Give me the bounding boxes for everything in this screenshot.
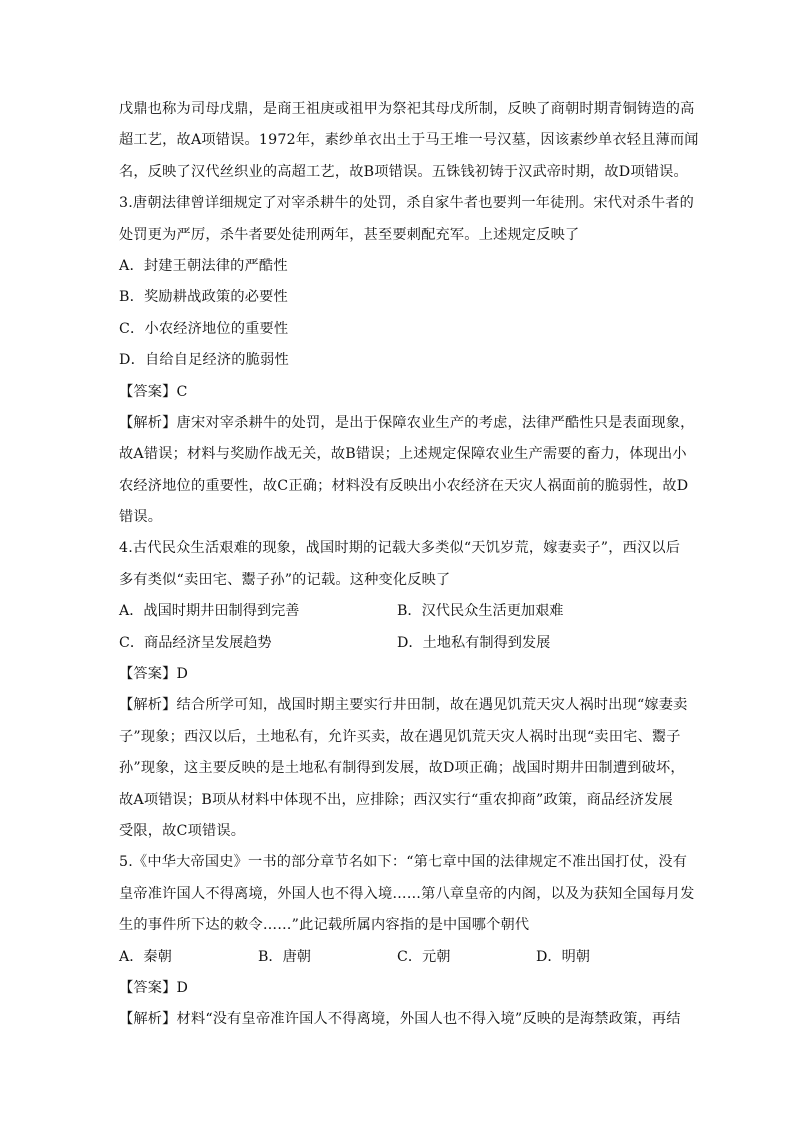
option-a: A．封建王朝法律的严酷性 [119,257,288,274]
question-stem-line: 5.《中华大帝国史》一书的部分章节名如下：“第七章中国的法律规定不准出国打仗，没有 [119,854,688,871]
question-3 [119,188,695,533]
text-line: 超工艺，故A项错误。1972年，素纱单衣出土于马王堆一号汉墓，因该素纱单衣轻且薄而闻 [119,132,699,149]
question-4 [119,533,688,847]
option-d: D．自给自足经济的脆弱性 [119,352,289,369]
option-row [119,596,675,627]
option-b: B．奖励耕战政策的必要性 [119,289,288,306]
text-line: 戊鼎也称为司母戊鼎，是商王祖庚或祖甲为祭祀其母戊所制，反映了商朝时期青铜铸造的高 [119,101,695,117]
analysis-line: 农经济地位的重要性，故C正确；材料没有反映出小农经济在天灾人祸面前的脆弱性，故D [119,477,689,494]
option-a: A．战国时期井田制得到完善 [119,603,300,620]
option-c: C．小农经济地位的重要性 [119,320,289,337]
option-row [119,628,675,659]
answer-line: 【答案】D [119,666,189,683]
question-stem-line: 生的事件所下达的敕令……”此记载所属内容指的是中国哪个朝代 [119,917,530,934]
option-c: C．商品经济呈发展趋势 [119,634,272,651]
analysis-line: 故A项错误；B项从材料中体现不出，应排除；西汉实行“重农抑商”政策，商品经济发展 [119,791,673,808]
analysis-line: 【解析】结合所学可知，战国时期主要实行井田制，故在遇见饥荒天灾人祸时出现“嫁妻卖 [119,697,688,714]
answer-line: 【答案】D [119,979,189,996]
option-d: D．土地私有制得到发展 [397,634,551,651]
option-a: A．秦朝 [119,948,172,965]
option-c: C．元朝 [397,948,451,965]
analysis-line: 孙”现象，这主要反映的是土地私有制得到发展，故D项正确；战国时期井田制遭到破坏， [119,760,685,777]
analysis-line: 受限，故C项错误。 [119,822,246,839]
answer-line: 【答案】C [119,383,188,400]
option-b: B．唐朝 [258,948,311,965]
option-b: B．汉代民众生活更加艰难 [397,603,564,620]
analysis-line: 【解析】唐宋对宰杀耕牛的处罚，是出于保障农业生产的考虑，法律严酷性只是表面现象， [119,414,695,431]
option-d: D．明朝 [536,948,590,965]
analysis-line: 子”现象；西汉以后，土地私有，允许买卖，故在遇见饥荒天灾人祸时出现“卖田宅、鬻子 [119,728,681,745]
question-stem-line: 3.唐朝法律曾详细规定了对宰杀耕牛的处罚，杀自家牛者也要判一年徒刑。宋代对杀牛者的 [119,195,695,212]
document-content [119,94,699,1036]
intro-analysis-continued [119,94,699,188]
option-row [119,942,675,973]
analysis-line: 【解析】材料“没有皇帝准许国人不得离境，外国人也不得入境”反映的是海禁政策，再结 [119,1011,681,1028]
question-stem-line: 处罚更为严厉，杀牛者要处徒刑两年，甚至要刺配充军。上述规定反映了 [119,226,580,243]
analysis-line: 故A错误；材料与奖励作战无关，故B错误；上述规定保障农业生产需要的畜力，体现出小 [119,446,687,463]
text-line: 名，反映了汉代丝织业的高超工艺，故B项错误。五铢钱初铸于汉武帝时期，故D项错误。 [119,163,688,180]
analysis-line: 错误。 [119,509,163,526]
question-5 [119,847,695,1035]
question-stem-line: 皇帝准许国人不得离境，外国人也不得入境……第八章皇帝的内阁，以及为获知全国每月发 [119,885,695,902]
question-stem-line: 多有类似“卖田宅、鬻子孙”的记载。这种变化反映了 [119,571,451,588]
question-stem-line: 4.古代民众生活艰难的现象，战国时期的记载大多类似“天饥岁荒，嫁妻卖子”，西汉以后 [119,540,681,557]
